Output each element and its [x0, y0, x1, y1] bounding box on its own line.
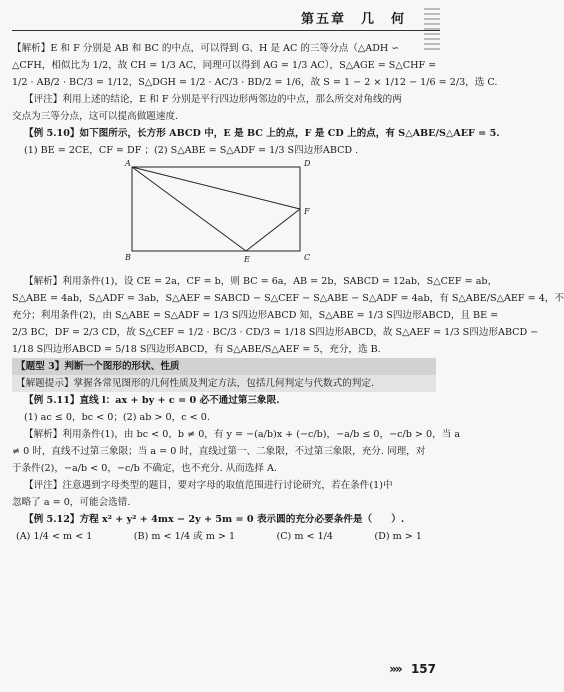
arrows-icon: »» [389, 662, 401, 676]
answer-options [12, 528, 436, 545]
text-line: 1/2 · AB/2 · BC/3 = 1/12，S△DGH = 1/2 · AC/3 · BD/2 = 1/6，故 S = 1 − 2 × 1/12 − 1/6 = 2/3，选 C. [12, 77, 498, 88]
option-c: (C) m < 1/4 [276, 531, 334, 542]
point-label-f: F [304, 207, 310, 216]
option-d: (D) m > 1 [374, 531, 422, 542]
text-line: (1) ac ≤ 0，bc < 0；(2) ab > 0，c < 0. [24, 412, 210, 423]
text-line: 充分；利用条件(2)，由 S△ABE = S△ADF = 1/3 S四边形ABCD 知，S△ABE = 1/3 S四边形ABCD，且 BE = [12, 310, 499, 321]
text-line: 【评注】利用上述的结论，E 和 F 分别是平行四边形两邻边的中点，那么所交对角线的两 [24, 94, 402, 105]
text-line: △CFH，相似比为 1/2，故 CH = 1/3 AC，同理可以得到 AG = 1/3 AC），S△AGE = S△CHF = [12, 60, 437, 71]
text-line: S△ABE = 4ab，S△ADF = 3ab，S△AEF = SABCD − S△CEF − S△ABE − S△ADF = 4ab，有 S△ABE/S△AEF = 4，不 [12, 293, 564, 304]
text-line: 1/18 S四边形ABCD = 5/18 S四边形ABCD，有 S△ABE/S△AEF = 5，充分，选 B. [12, 344, 381, 355]
text-line: 忽略了 a = 0，可能会选错. [12, 497, 131, 508]
text-line: 于条件(2)，−a/b < 0，−c/b 不确定，也不充分. 从而选择 A. [12, 463, 278, 474]
point-label-e: E [244, 255, 250, 264]
point-label-b: B [125, 253, 131, 262]
point-label-c: C [304, 253, 311, 262]
topic-heading: 【题型 3】判断一个图形的形状、性质 [12, 358, 436, 375]
text-line: 【解析】利用条件(1)，由 bc < 0，b ≠ 0，有 y = −(a/b)x + (−c/b)，−a/b ≤ 0，−c/b > 0，当 a [24, 429, 461, 440]
page-footer [389, 662, 436, 676]
example-heading: 【例 5.12】方程 x² + y² + 4mx − 2y + 5m = 0 表示圆的充分必要条件是（ ）. [24, 514, 405, 525]
solving-hint: 【解题提示】掌握各常见图形的几何性质及判定方法，包括几何判定与代数式的判定. [12, 375, 436, 392]
text-line: 【评注】注意遇到字母类型的题目，要对字母的取值范围进行讨论研究，若在条件(1)中 [24, 480, 393, 491]
text-line: 【解析】E 和 F 分别是 AB 和 BC 的中点，可以得到 G、H 是 AC 的三等分点（△ADH ∽ [12, 43, 400, 54]
point-label-d: D [304, 159, 311, 168]
example-heading: 【例 5.11】直线 l：ax + by + c = 0 必不通过第三象限. [24, 395, 280, 406]
page-content [12, 40, 564, 545]
text-line: (1) BE = 2CE，CF = DF ；(2) S△ABE = S△ADF = 1/3 S四边形ABCD . [24, 145, 359, 156]
page-number: 157 [410, 662, 436, 676]
rectangle-figure [12, 161, 436, 269]
option-a: (A) 1/4 < m < 1 [16, 531, 93, 542]
text-line: ≠ 0 时，直线不过第三象限；当 a = 0 时，直线过第一、二象限，不过第三象限，充分. 同理，对 [12, 446, 426, 457]
page-header [12, 6, 440, 31]
example-heading: 【例 5.10】如下图所示，长方形 ABCD 中，E 是 BC 上的点，F 是 CD 上的点，有 S△ABE/S△AEF = 5. [24, 128, 500, 139]
text-line: 【解析】利用条件(1)，设 CE = 2a，CF = b，则 BC = 6a，AB = 2b，SABCD = 12ab，S△CEF = ab， [24, 276, 498, 287]
text-line: 交点为三等分点，这可以提高做题速度. [12, 111, 179, 122]
chapter-title: 第五章 几 何 [300, 12, 406, 27]
option-b: (B) m < 1/4 或 m > 1 [133, 531, 236, 542]
point-label-a: A [125, 159, 131, 168]
geometry-diagram [122, 161, 322, 261]
text-line: 2/3 BC，DF = 2/3 CD，故 S△CEF = 1/2 · BC/3 · CD/3 = 1/18 S四边形ABCD，故 S△AEF = 1/3 S四边形ABCD − [12, 327, 539, 338]
